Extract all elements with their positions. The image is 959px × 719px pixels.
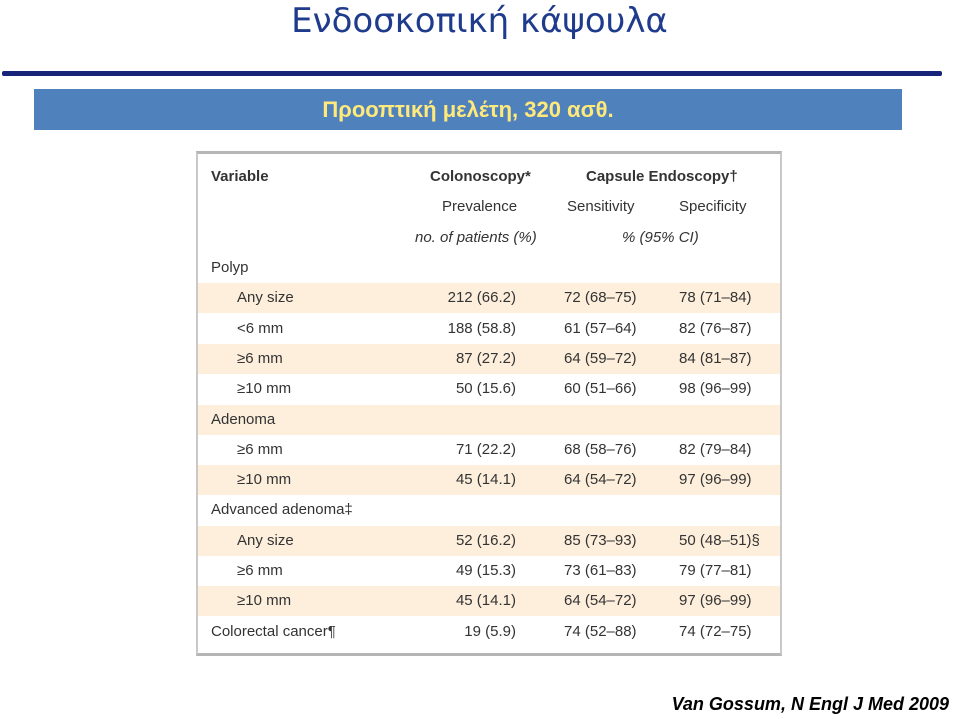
table-row: [198, 617, 780, 647]
cell-specificity: 97 (96–99): [679, 471, 752, 488]
table-header-row: [198, 162, 780, 192]
table-row: [198, 344, 780, 374]
row-label: ≥10 mm: [237, 471, 292, 488]
cell-specificity: [679, 253, 779, 283]
table-row: [198, 283, 780, 313]
cell-specificity: 50 (48–51)§: [679, 532, 760, 549]
row-label: ≥6 mm: [237, 441, 283, 458]
header-specificity: Specificity: [679, 198, 747, 215]
cell-prevalence: 19 (5.9): [464, 623, 516, 640]
cell-prevalence: 52 (16.2): [455, 532, 516, 549]
cell-prevalence: 50 (15.6): [455, 380, 516, 397]
table-group-row: [198, 253, 780, 283]
cell-specificity: 74 (72–75): [679, 623, 752, 640]
units-patients: no. of patients (%): [415, 229, 537, 246]
cell-sensitivity: [564, 253, 654, 283]
cell-specificity: 82 (79–84): [679, 441, 752, 458]
cell-sensitivity: 85 (73–93): [564, 532, 637, 549]
cell-prevalence: 71 (22.2): [455, 441, 516, 458]
cell-specificity: [679, 495, 779, 525]
cell-sensitivity: 61 (57–64): [564, 320, 637, 337]
units-ci: % (95% CI): [622, 229, 699, 246]
cell-sensitivity: 64 (59–72): [564, 350, 637, 367]
cell-prevalence: 87 (27.2): [455, 350, 516, 367]
cell-sensitivity: 64 (54–72): [564, 592, 637, 609]
table-row: [198, 526, 780, 556]
row-label: ≥6 mm: [237, 562, 283, 579]
table-group-row: [198, 405, 780, 435]
row-label: ≥10 mm: [237, 592, 292, 609]
table-row: [198, 374, 780, 404]
cell-specificity: [679, 405, 779, 435]
results-table: [196, 151, 782, 656]
table-row: [198, 435, 780, 465]
row-label: Advanced adenoma‡: [211, 501, 353, 518]
cell-specificity: 78 (71–84): [679, 289, 752, 306]
table-group-row: [198, 495, 780, 525]
row-label: <6 mm: [237, 320, 284, 337]
cell-prevalence: 212 (66.2): [447, 289, 516, 306]
cell-prevalence: 45 (14.1): [455, 471, 516, 488]
cell-prevalence: [416, 253, 516, 283]
cell-specificity: 98 (96–99): [679, 380, 752, 397]
header-colonoscopy: Colonoscopy*: [430, 168, 531, 185]
cell-specificity: 82 (76–87): [679, 320, 752, 337]
cell-specificity: 97 (96–99): [679, 592, 752, 609]
table-row: [198, 314, 780, 344]
cell-sensitivity: [564, 495, 654, 525]
header-sensitivity: Sensitivity: [567, 198, 635, 215]
table-subheader-row: [198, 192, 780, 222]
cell-specificity: 84 (81–87): [679, 350, 752, 367]
cell-sensitivity: 60 (51–66): [564, 380, 637, 397]
slide-subtitle: Προοπτική μελέτη, 320 ασθ.: [34, 89, 902, 130]
cell-sensitivity: 74 (52–88): [564, 623, 637, 640]
cell-prevalence: 45 (14.1): [455, 592, 516, 609]
row-label: Adenoma: [211, 411, 276, 428]
table-row: [198, 586, 780, 616]
header-prevalence: Prevalence: [442, 198, 518, 215]
title-divider: [2, 71, 942, 76]
row-label: Colorectal cancer¶: [211, 623, 336, 640]
cell-sensitivity: [564, 405, 654, 435]
cell-sensitivity: 73 (61–83): [564, 562, 637, 579]
cell-prevalence: [416, 495, 516, 525]
header-variable: Variable: [211, 168, 269, 185]
row-label: Polyp: [211, 259, 249, 276]
row-label: Any size: [237, 532, 294, 549]
citation: Van Gossum, N Engl J Med 2009: [671, 694, 949, 714]
cell-prevalence: [416, 405, 516, 435]
row-label: Any size: [237, 289, 294, 306]
cell-specificity: 79 (77–81): [679, 562, 752, 579]
header-capsule-endoscopy: Capsule Endoscopy†: [586, 168, 738, 185]
table-row: [198, 556, 780, 586]
table-units-row: [198, 223, 780, 253]
cell-sensitivity: 64 (54–72): [564, 471, 637, 488]
cell-sensitivity: 72 (68–75): [564, 289, 637, 306]
cell-prevalence: 49 (15.3): [455, 562, 516, 579]
slide-title: Ενδοσκοπική κάψουλα: [291, 1, 668, 41]
table-row: [198, 465, 780, 495]
cell-prevalence: 188 (58.8): [447, 320, 516, 337]
cell-sensitivity: 68 (58–76): [564, 441, 637, 458]
row-label: ≥10 mm: [237, 380, 292, 397]
row-label: ≥6 mm: [237, 350, 283, 367]
